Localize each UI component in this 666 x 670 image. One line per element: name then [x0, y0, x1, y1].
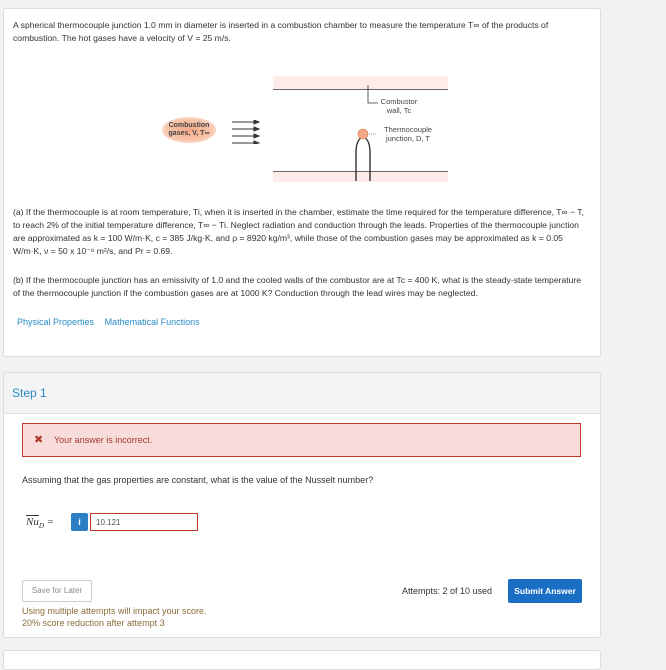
attempts-counter: Attempts: 2 of 10 used — [402, 586, 493, 596]
problem-part-a: (a) If the thermocouple is at room temperature, Ti, when it is inserted in the chamber, estimate the time required for the temperature difference, T∞ − T, to reach 2% of the initial temperature difference, T∞ − Ti. Neglect radiation and conduction through the leads. Properties of the thermocouple junction are approximated as k = 100 W/m·K, c = 385 J/kg·K, and ρ = 8920 kg/m³, while those of the combustion gases may be approximated as k = 0.05 W/m·K, ν = 50 x 10⁻⁶ m²/s, and Pr = 0.69. — [13, 207, 584, 256]
next-card-edge — [3, 650, 601, 670]
resource-links — [17, 317, 208, 327]
warning-line-1: Using multiple attempts will impact your score. — [22, 606, 207, 616]
step-title: Step 1 — [12, 386, 47, 400]
combustion-gases-blob — [162, 117, 216, 143]
error-alert — [22, 423, 581, 457]
wall-label-2: wall, Tc — [386, 106, 412, 115]
gas-label-2: gases, V, T∞ — [168, 130, 210, 137]
step-card — [3, 372, 601, 638]
tc-label-2: junction, D, T — [385, 134, 431, 143]
question-text: Assuming that the gas properties are constant, what is the value of the Nusselt number? — [22, 475, 374, 485]
flow-arrows-icon — [232, 120, 260, 144]
step-header — [4, 373, 600, 414]
submit-answer-button[interactable]: Submit Answer — [508, 579, 582, 603]
physical-properties-link[interactable]: Physical Properties — [17, 317, 95, 327]
attempt-warning — [22, 605, 207, 629]
mathematical-functions-link[interactable]: Mathematical Functions — [104, 317, 200, 327]
answer-input[interactable] — [90, 513, 198, 531]
problem-card — [3, 8, 601, 357]
gas-label-1: Combustion — [168, 122, 210, 129]
tc-label-1: Thermocouple — [384, 125, 432, 134]
nusselt-label: $\overline{Nu}_D$ = — [26, 516, 55, 531]
error-x-icon: ✖ — [34, 434, 44, 446]
info-icon[interactable]: i — [71, 513, 88, 531]
warning-line-2: 20% score reduction after attempt 3 — [22, 618, 165, 628]
problem-part-b: (b) If the thermocouple junction has an emissivity of 1.0 and the cooled walls of the combustor are at Tc = 400 K, what is the steady-state temperature of the thermocouple junction if the combustion gases are at 1000 K? Conduction through the lead wires may be neglected. — [13, 275, 582, 298]
problem-intro: A spherical thermocouple junction 1.0 mm in diameter is inserted in a combustion chamber to measure the temperature T∞ of the products of combustion. The hot gases have a velocity of V = 25 m/s. — [13, 20, 549, 43]
error-message: Your answer is incorrect. — [54, 435, 153, 445]
thermocouple-figure — [154, 71, 454, 191]
save-for-later-button[interactable]: Save for Later — [22, 580, 92, 602]
wall-label-1: Combustor — [380, 97, 418, 106]
